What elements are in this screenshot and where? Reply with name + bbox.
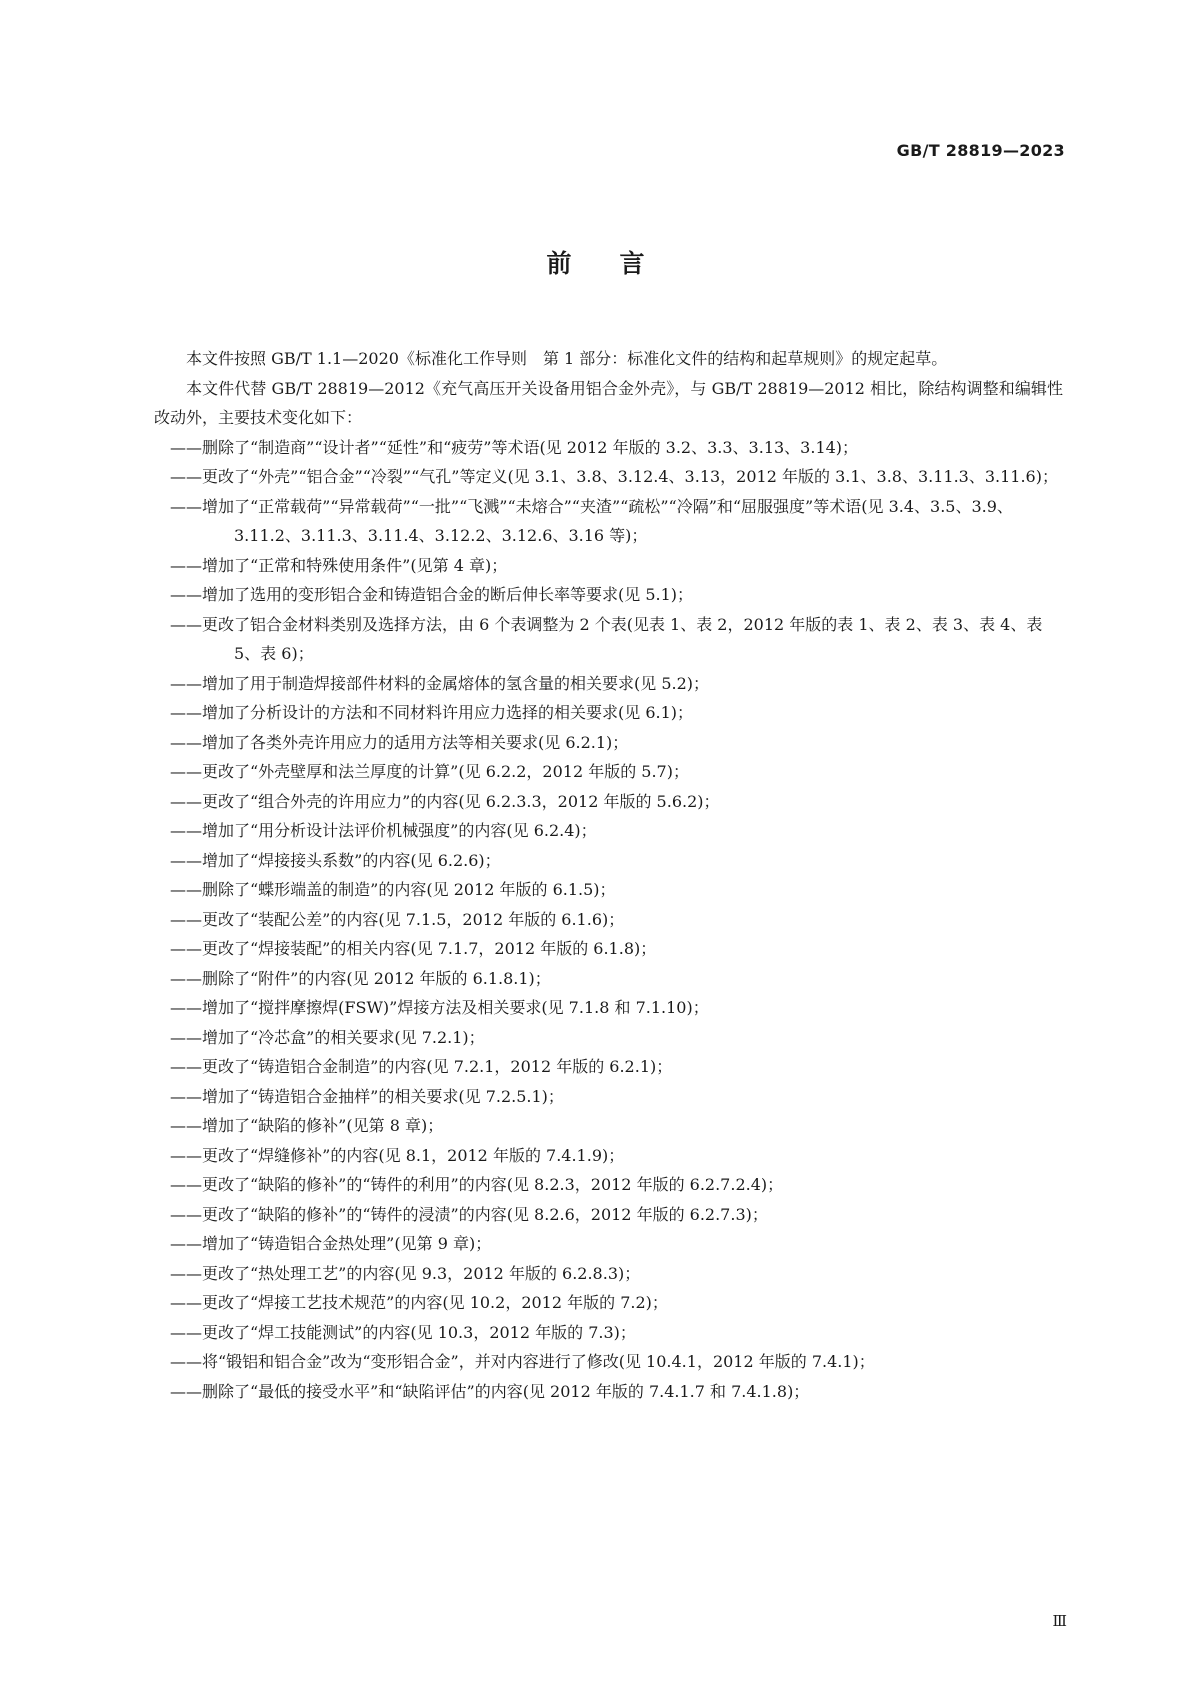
change-item: ——更改了“焊接装配”的相关内容(见 7.1.7，2012 年版的 6.1.8)； <box>170 939 657 958</box>
change-item: ——增加了用于制造焊接部件材料的金属熔体的氢含量的相关要求(见 5.2)； <box>170 673 710 693</box>
change-item: ——增加了分析设计的方法和不同材料许用应力选择的相关要求(见 6.1)； <box>170 703 694 722</box>
change-item: ——更改了“缺陷的修补”的“铸件的利用”的内容(见 8.2.3，2012 年版的 6.2.7.2.4)； <box>170 1175 784 1194</box>
change-item: ——更改了“焊接工艺技术规范”的内容(见 10.2，2012 年版的 7.2)； <box>170 1293 668 1312</box>
change-item: ——增加了各类外壳许用应力的适用方法等相关要求(见 6.2.1)； <box>170 732 629 752</box>
paragraph-drafting-basis: 本文件按照 GB/T 1.1—2020《标准化工作导则 第 1 部分：标准化文件的结构和起草规则》的规定起草。 <box>186 349 948 368</box>
change-item: ——增加了“冷芯盒”的相关要求(见 7.2.1)； <box>170 1027 485 1047</box>
foreword-body <box>154 344 1063 1406</box>
changes-list <box>154 433 1063 1407</box>
page-title: 前言 <box>546 249 693 278</box>
standard-code: GB/T 28819—2023 <box>896 141 1065 160</box>
change-item: ——增加了“铸造铝合金热处理”(见第 9 章)； <box>170 1234 492 1253</box>
change-item: ——删除了“蝶形端盖的制造”的内容(见 2012 年版的 6.1.5)； <box>170 880 616 899</box>
change-item: ——增加了“焊接接头系数”的内容(见 6.2.6)； <box>170 850 501 870</box>
page-number: Ⅲ <box>1052 1612 1067 1630</box>
change-item: ——增加了“用分析设计法评价机械强度”的内容(见 6.2.4)； <box>170 821 597 840</box>
change-item: ——删除了“最低的接受水平”和“缺陷评估”的内容(见 2012 年版的 7.4.1.7 和 7.4.1.8)； <box>170 1381 810 1401</box>
change-item: ——增加了“正常载荷”“异常载荷”“一批”“飞溅”“未熔合”“夹渣”“疏松”“冷隔”和“屈服强度”等术语(见 3.4、3.5、3.9、3.11.2、3.11.3、3.11.4、3.12.2、3.12.6、3.16 等)； <box>170 496 1013 545</box>
change-item: ——更改了“焊工技能测试”的内容(见 10.3，2012 年版的 7.3)； <box>170 1322 636 1342</box>
change-item: ——增加了“缺陷的修补”(见第 8 章)； <box>170 1116 444 1135</box>
change-item: ——增加了“搅拌摩擦焊(FSW)”焊接方法及相关要求(见 7.1.8 和 7.1.10)； <box>170 998 709 1017</box>
change-item: ——将“锻铝和铝合金”改为“变形铝合金”，并对内容进行了修改(见 10.4.1，2012 年版的 7.4.1)； <box>170 1352 875 1371</box>
change-item: ——更改了铝合金材料类别及选择方法，由 6 个表调整为 2 个表(见表 1、表 2，2012 年版的表 1、表 2、表 3、表 4、表 5、表 6)； <box>170 614 1043 663</box>
change-item: ——更改了“外壳”“铝合金”“冷裂”“气孔”等定义(见 3.1、3.8、3.12.4、3.13，2012 年版的 3.1、3.8、3.11.3、3.11.6)； <box>170 467 1058 486</box>
change-item: ——更改了“焊缝修补”的内容(见 8.1，2012 年版的 7.4.1.9)； <box>170 1145 625 1165</box>
change-item: ——更改了“组合外壳的许用应力”的内容(见 6.2.3.3，2012 年版的 5.6.2)； <box>170 791 720 811</box>
change-item: ——更改了“铸造铝合金制造”的内容(见 7.2.1，2012 年版的 6.2.1)； <box>170 1057 673 1076</box>
change-item: ——增加了“铸造铝合金抽样”的相关要求(见 7.2.5.1)； <box>170 1086 564 1106</box>
change-item: ——更改了“热处理工艺”的内容(见 9.3，2012 年版的 6.2.8.3)； <box>170 1263 641 1283</box>
change-item: ——删除了“附件”的内容(见 2012 年版的 6.1.8.1)； <box>170 968 551 988</box>
change-item: ——增加了选用的变形铝合金和铸造铝合金的断后伸长率等要求(见 5.1)； <box>170 585 694 604</box>
change-item: ——更改了“缺陷的修补”的“铸件的浸渍”的内容(见 8.2.6，2012 年版的 6.2.7.3)； <box>170 1204 768 1224</box>
change-item: ——更改了“装配公差”的内容(见 7.1.5，2012 年版的 6.1.6)； <box>170 909 625 929</box>
change-item: ——增加了“正常和特殊使用条件”(见第 4 章)； <box>170 555 508 575</box>
change-item: ——删除了“制造商”“设计者”“延性”和“疲劳”等术语(见 2012 年版的 3.2、3.3、3.13、3.14)； <box>170 437 859 457</box>
paragraph-replacement: 本文件代替 GB/T 28819—2012《充气高压开关设备用铝合金外壳》，与 GB/T 28819—2012 相比，除结构调整和编辑性改动外，主要技术变化如下： <box>154 378 1063 427</box>
change-item: ——更改了“外壳壁厚和法兰厚度的计算”(见 6.2.2，2012 年版的 5.7)； <box>170 762 689 781</box>
